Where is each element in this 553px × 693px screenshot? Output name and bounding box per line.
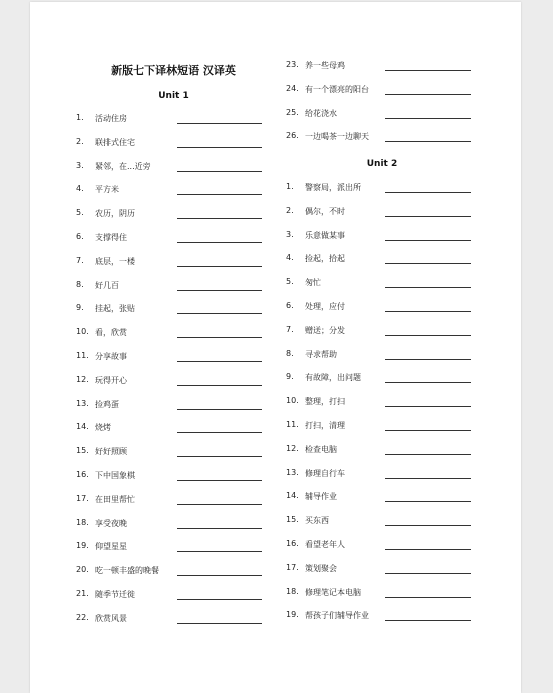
item-number: 25. — [286, 107, 299, 117]
chinese-phrase: 捡起，拾起 — [305, 254, 345, 264]
phrase-item — [286, 468, 478, 492]
phrase-item — [76, 399, 266, 423]
item-number: 5. — [286, 277, 294, 287]
answer-blank-line — [385, 454, 471, 455]
phrase-item — [76, 184, 266, 208]
chinese-phrase: 买东西 — [305, 516, 329, 526]
phrase-item — [286, 372, 478, 396]
answer-blank-line — [385, 192, 471, 193]
item-number: 18. — [286, 586, 299, 596]
answer-blank-line — [177, 623, 262, 624]
answer-blank-line — [385, 240, 471, 241]
phrase-item — [286, 610, 478, 634]
phrase-item — [286, 539, 478, 563]
phrase-item — [76, 589, 266, 613]
answer-blank-line — [177, 266, 262, 267]
chinese-phrase: 下中国象棋 — [95, 471, 135, 480]
item-number: 2. — [286, 205, 294, 215]
phrase-item — [286, 396, 478, 420]
answer-blank-line — [177, 194, 262, 195]
phrase-item — [286, 60, 478, 84]
chinese-phrase: 看望老年人 — [305, 540, 345, 549]
item-number: 11. — [286, 420, 299, 429]
item-number: 9. — [76, 303, 84, 313]
phrase-item — [286, 491, 478, 515]
phrase-item — [286, 277, 478, 301]
phrase-item — [76, 613, 266, 637]
answer-blank-line — [385, 311, 471, 312]
item-number: 16. — [76, 470, 89, 479]
chinese-phrase: 农历，阴历 — [95, 209, 135, 219]
answer-blank-line — [177, 504, 262, 505]
answer-blank-line — [177, 456, 262, 457]
phrase-item — [286, 420, 478, 444]
answer-blank-line — [385, 94, 471, 95]
answer-blank-line — [385, 263, 471, 264]
item-number: 22. — [76, 612, 89, 622]
chinese-phrase: 挂起，张贴 — [95, 304, 135, 314]
chinese-phrase: 寻求帮助 — [305, 349, 337, 359]
phrase-item — [286, 182, 478, 206]
answer-blank-line — [385, 70, 471, 71]
answer-blank-line — [385, 141, 471, 142]
answer-blank-line — [385, 501, 471, 502]
item-number: 8. — [76, 279, 84, 289]
item-number: 11. — [76, 351, 89, 360]
item-number: 10. — [286, 396, 299, 406]
answer-blank-line — [385, 478, 471, 479]
phrase-item — [76, 518, 266, 542]
answer-blank-line — [177, 409, 262, 410]
item-number: 21. — [76, 589, 89, 598]
chinese-phrase: 平方米 — [95, 185, 119, 195]
answer-blank-line — [177, 480, 262, 481]
chinese-phrase: 策划聚会 — [305, 563, 337, 573]
phrase-item — [286, 587, 478, 611]
answer-blank-line — [385, 525, 471, 526]
phrase-item — [76, 137, 266, 161]
page-title: 新版七下译林短语 汉译英 — [111, 64, 236, 77]
chinese-phrase: 吃一顿丰盛的晚餐 — [95, 566, 159, 576]
item-number: 12. — [286, 443, 299, 453]
chinese-phrase: 养一些母鸡 — [305, 61, 345, 70]
chinese-phrase: 一边喝茶一边聊天 — [305, 132, 369, 142]
phrase-item — [76, 470, 266, 494]
chinese-phrase: 处理，应付 — [305, 302, 345, 311]
phrase-item — [76, 256, 266, 280]
item-number: 26. — [286, 131, 299, 141]
chinese-phrase: 底层，一楼 — [95, 256, 135, 266]
phrase-item — [76, 161, 266, 185]
chinese-phrase: 仰望星星 — [95, 542, 127, 552]
answer-blank-line — [385, 573, 471, 574]
answer-blank-line — [385, 118, 471, 119]
chinese-phrase: 烧烤 — [95, 423, 111, 433]
phrase-item — [286, 301, 478, 325]
item-number: 7. — [76, 255, 84, 265]
answer-blank-line — [177, 432, 262, 433]
answer-blank-line — [385, 216, 471, 217]
item-number: 14. — [76, 422, 89, 432]
item-number: 5. — [76, 208, 84, 218]
answer-blank-line — [385, 359, 471, 360]
item-number: 24. — [286, 83, 299, 93]
chinese-phrase: 辅导作业 — [305, 492, 337, 502]
answer-blank-line — [177, 123, 262, 124]
item-number: 17. — [76, 493, 89, 503]
item-number: 17. — [286, 562, 299, 572]
answer-blank-line — [177, 290, 262, 291]
chinese-phrase: 随季节迁徙 — [95, 590, 135, 599]
phrase-item — [76, 541, 266, 565]
phrase-item — [286, 515, 478, 539]
chinese-phrase: 好好照顾 — [95, 447, 127, 457]
item-number: 20. — [76, 565, 89, 575]
phrase-item — [286, 230, 478, 254]
phrase-item — [286, 563, 478, 587]
item-number: 19. — [76, 541, 89, 551]
chinese-phrase: 有故障，出问题 — [305, 373, 361, 383]
phrase-item — [286, 206, 478, 230]
chinese-phrase: 匆忙 — [305, 278, 321, 288]
phrase-item — [76, 351, 266, 375]
chinese-phrase: 有一个漂亮的阳台 — [305, 84, 369, 94]
chinese-phrase: 打扫，清理 — [305, 421, 345, 430]
phrase-item — [286, 84, 478, 108]
item-number: 14. — [286, 491, 299, 501]
chinese-phrase: 警察局，派出所 — [305, 183, 361, 192]
chinese-phrase: 好几百 — [95, 280, 119, 290]
item-number: 12. — [76, 374, 89, 384]
phrase-item — [286, 131, 478, 155]
item-number: 4. — [76, 184, 84, 194]
chinese-phrase: 享受夜晚 — [95, 518, 127, 528]
item-number: 19. — [286, 610, 299, 620]
item-number: 13. — [76, 398, 89, 408]
item-number: 2. — [76, 136, 84, 146]
phrase-item — [76, 375, 266, 399]
item-number: 13. — [286, 467, 299, 477]
chinese-phrase: 帮孩子们辅导作业 — [305, 611, 369, 621]
phrase-item — [76, 446, 266, 470]
item-number: 1. — [286, 182, 294, 191]
answer-blank-line — [385, 406, 471, 407]
item-number: 1. — [76, 113, 84, 122]
answer-blank-line — [177, 361, 262, 362]
answer-blank-line — [177, 528, 262, 529]
phrase-item — [76, 208, 266, 232]
phrase-item — [76, 565, 266, 589]
answer-blank-line — [385, 382, 471, 383]
item-number: 6. — [76, 232, 84, 241]
chinese-phrase: 紧邻，在...近旁 — [95, 161, 151, 171]
phrase-item — [76, 280, 266, 304]
phrase-item — [76, 327, 266, 351]
phrase-item — [286, 108, 478, 132]
answer-blank-line — [177, 575, 262, 576]
chinese-phrase: 看，欣赏 — [95, 328, 127, 338]
item-number: 8. — [286, 348, 294, 358]
answer-blank-line — [385, 620, 471, 621]
chinese-phrase: 修理自行车 — [305, 468, 345, 478]
answer-blank-line — [177, 599, 262, 600]
item-number: 16. — [286, 539, 299, 548]
document-page — [30, 2, 521, 693]
unit-2-heading: Unit 2 — [366, 159, 398, 169]
item-number: 10. — [76, 327, 89, 337]
answer-blank-line — [177, 337, 262, 338]
item-number: 15. — [286, 515, 299, 525]
chinese-phrase: 赠送；分发 — [305, 325, 345, 335]
answer-blank-line — [177, 171, 262, 172]
phrase-item — [286, 325, 478, 349]
answer-blank-line — [177, 147, 262, 148]
item-number: 18. — [76, 517, 89, 527]
answer-blank-line — [385, 597, 471, 598]
chinese-phrase: 整理，打扫 — [305, 397, 345, 407]
item-number: 23. — [286, 60, 299, 69]
chinese-phrase: 联排式住宅 — [95, 137, 135, 147]
phrase-item — [76, 494, 266, 518]
phrase-item — [286, 253, 478, 277]
answer-blank-line — [385, 549, 471, 550]
item-number: 6. — [286, 301, 294, 310]
answer-blank-line — [385, 287, 471, 288]
chinese-phrase: 偶尔，不时 — [305, 206, 345, 216]
chinese-phrase: 活动住房 — [95, 114, 127, 123]
item-number: 3. — [76, 160, 84, 170]
answer-blank-line — [385, 335, 471, 336]
phrase-item — [286, 349, 478, 373]
answer-blank-line — [385, 430, 471, 431]
answer-blank-line — [177, 385, 262, 386]
unit-1-heading: Unit 1 — [158, 91, 189, 101]
item-number: 7. — [286, 324, 294, 334]
chinese-phrase: 捡鸡蛋 — [95, 399, 119, 409]
chinese-phrase: 给花浇水 — [305, 108, 337, 118]
chinese-phrase: 在田里帮忙 — [95, 494, 135, 504]
answer-blank-line — [177, 218, 262, 219]
chinese-phrase: 乐意做某事 — [305, 230, 345, 240]
answer-blank-line — [177, 242, 262, 243]
chinese-phrase: 支撑得住 — [95, 233, 127, 242]
phrase-item — [76, 113, 266, 137]
phrase-item — [76, 422, 266, 446]
item-number: 3. — [286, 229, 294, 239]
item-number: 9. — [286, 372, 294, 382]
item-number: 15. — [76, 446, 89, 456]
phrase-item — [76, 232, 266, 256]
chinese-phrase: 检查电脑 — [305, 444, 337, 454]
phrase-item — [286, 444, 478, 468]
answer-blank-line — [177, 313, 262, 314]
item-number: 4. — [286, 253, 294, 263]
chinese-phrase: 玩得开心 — [95, 375, 127, 385]
chinese-phrase: 分享故事 — [95, 352, 127, 361]
chinese-phrase: 修理笔记本电脑 — [305, 587, 361, 597]
answer-blank-line — [177, 551, 262, 552]
chinese-phrase: 欣赏风景 — [95, 613, 127, 623]
phrase-item — [76, 303, 266, 327]
